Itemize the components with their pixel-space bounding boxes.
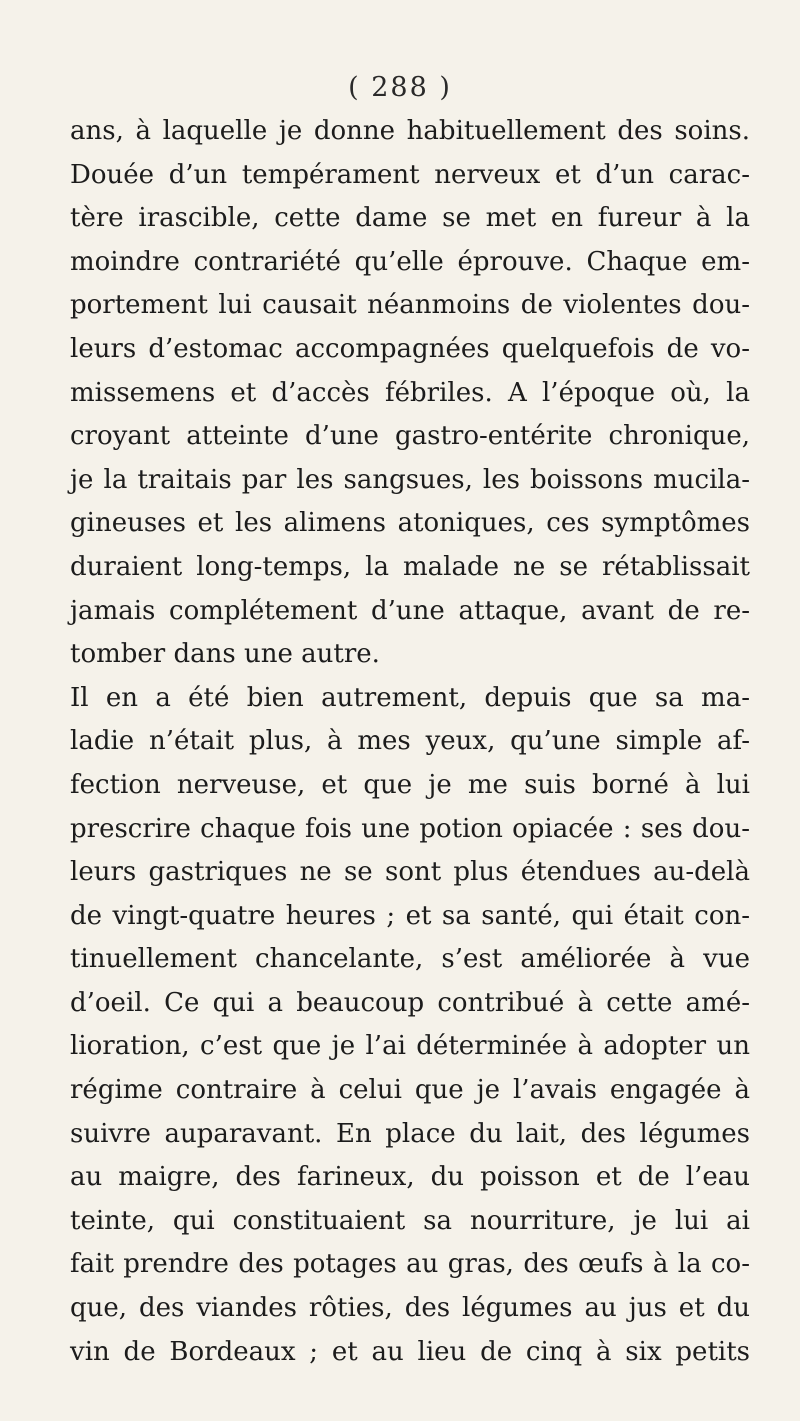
text-line: moindre contrariété qu’elle éprouve. Chaque em- [70, 246, 750, 277]
text-line: que, des viandes rôties, des légumes au jus et du [70, 1293, 750, 1324]
text-line: ladie n’était plus, à mes yeux, qu’une simple af- [70, 726, 750, 757]
text-line: d’oeil. Ce qui a beaucoup contribué à cette amé- [70, 987, 750, 1018]
text-line: tère irascible, cette dame se met en fureur à la [70, 203, 750, 234]
text-line: Douée d’un tempérament nerveux et d’un carac- [70, 159, 750, 190]
text-line: de vingt-quatre heures ; et sa santé, qui était con- [70, 900, 750, 931]
page-number: ( 288 ) [348, 72, 452, 103]
text-line: ans, à laquelle je donne habituellement des soins. [70, 116, 750, 146]
text-line: leurs d’estomac accompagnées quelquefois de vo- [70, 333, 750, 364]
text-line: fait prendre des potages au gras, des œufs à la co- [70, 1249, 750, 1280]
text-line: lioration, c’est que je l’ai déterminée à adopter un [70, 1031, 750, 1062]
body-text [70, 110, 750, 1374]
paragraph-end-line: tomber dans une autre. [70, 639, 380, 670]
text-line: tinuellement chancelante, s’est améliorée à vue [70, 944, 750, 975]
text-line: au maigre, des farineux, du poisson et de l’eau [70, 1162, 750, 1193]
text-line: régime contraire à celui que je l’avais engagée à [70, 1075, 750, 1106]
text-line: fection nerveuse, et que je me suis borné à lui [70, 769, 750, 800]
paragraph-start-line: Il en a été bien autrement, depuis que sa ma- [70, 682, 750, 713]
text-line: leurs gastriques ne se sont plus étendues au-delà [70, 857, 750, 888]
text-line: croyant atteinte d’une gastro-entérite chronique, [70, 421, 750, 452]
text-line: missemens et d’accès fébriles. A l’époque où, la [70, 377, 750, 408]
text-line: suivre auparavant. En place du lait, des légumes [70, 1118, 750, 1149]
text-line: gineuses et les alimens atoniques, ces symptômes [70, 508, 750, 539]
text-line: duraient long-temps, la malade ne se rétablissait [70, 551, 750, 582]
text-line: portement lui causait néanmoins de violentes dou- [70, 290, 750, 321]
text-line: teinte, qui constituaient sa nourriture, je lui ai [70, 1205, 750, 1236]
text-line: prescrire chaque fois une potion opiacée : ses dou- [70, 813, 750, 844]
text-line: je la traitais par les sangsues, les boissons mucila- [70, 464, 750, 495]
text-line: vin de Bordeaux ; et au lieu de cinq à six petits [70, 1336, 750, 1367]
text-line: jamais complétement d’une attaque, avant de re- [70, 595, 750, 626]
